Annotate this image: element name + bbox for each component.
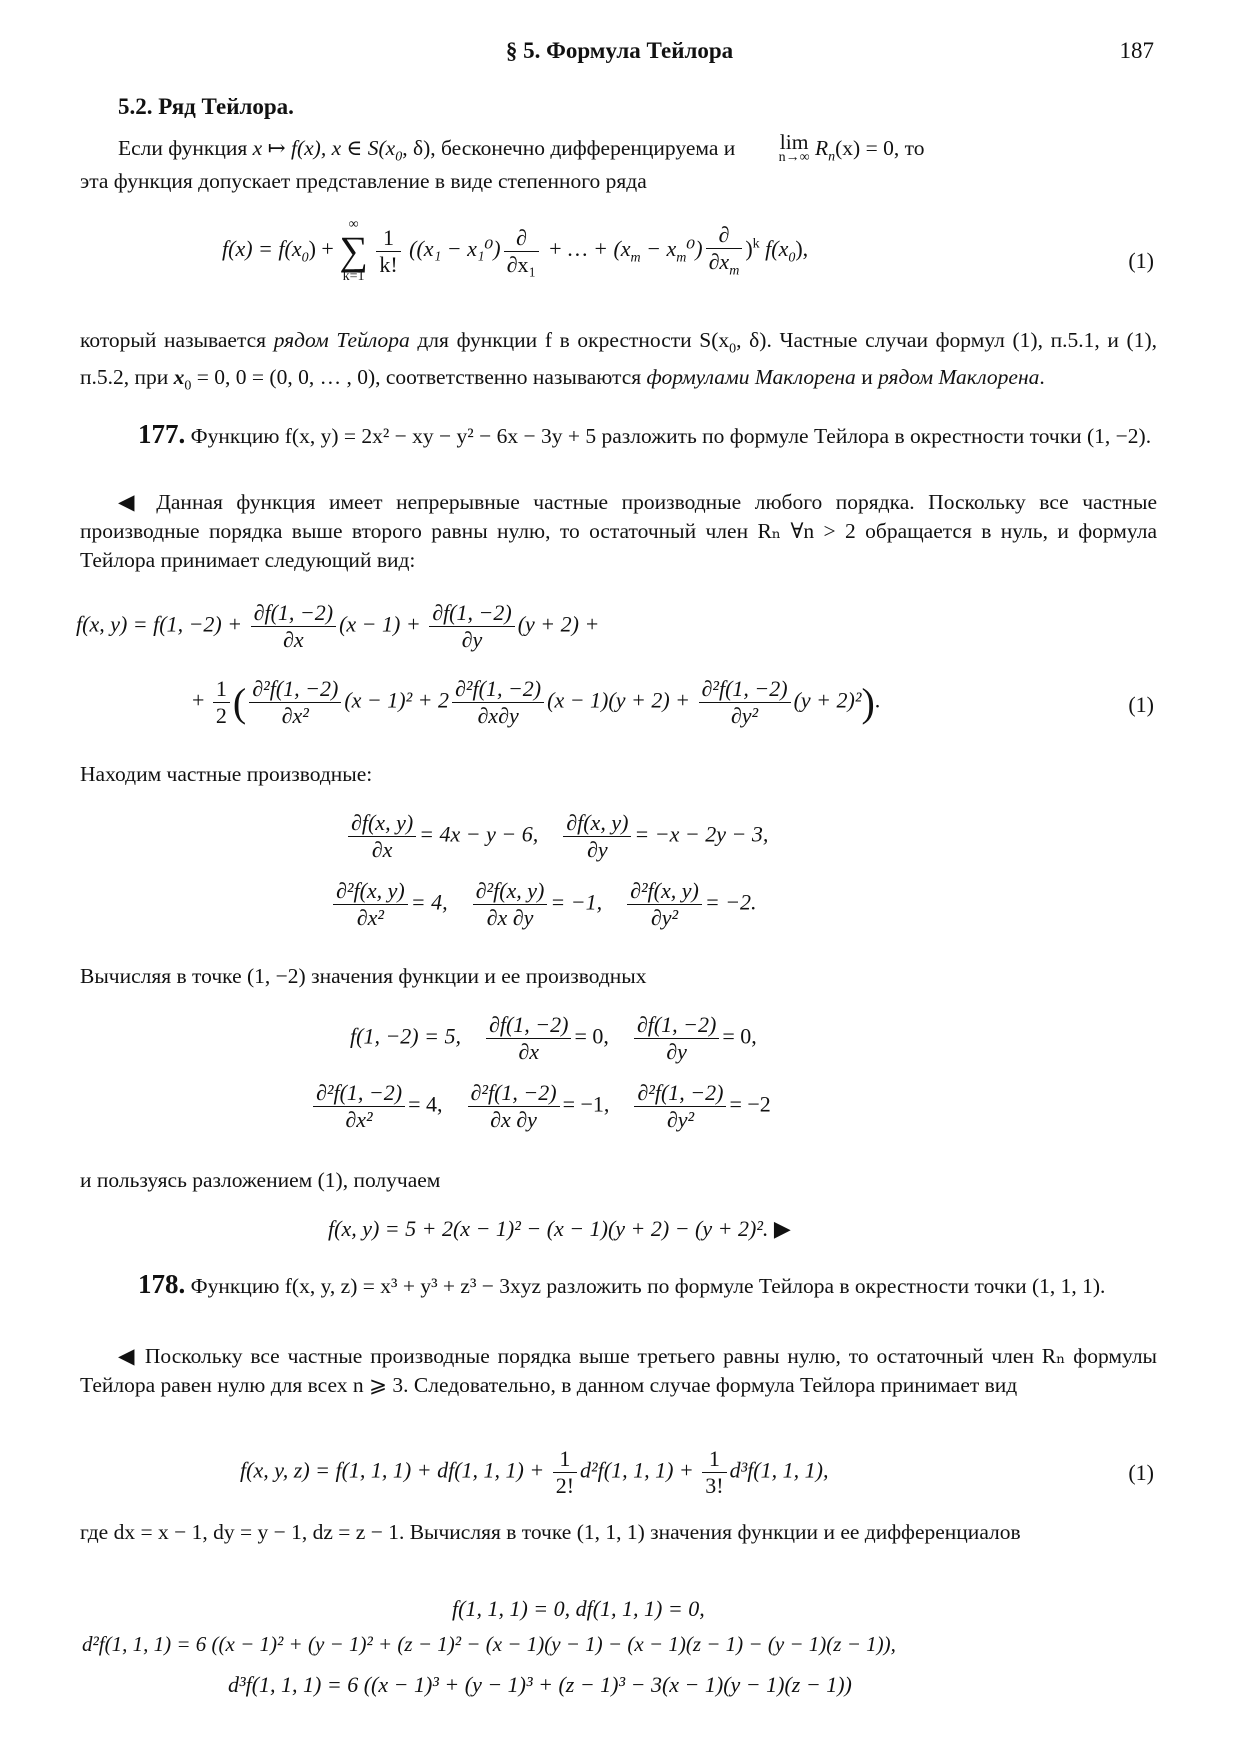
numerator: ∂²f(1, −2)	[468, 1080, 560, 1107]
fraction	[452, 676, 544, 729]
text: для функции f в окрестности S(x	[409, 328, 730, 352]
equation-taylor-two-vars-line1	[76, 600, 599, 653]
sum-sign: ∑	[339, 228, 368, 273]
text: (x) = 0, то	[835, 136, 925, 160]
text: .	[1039, 365, 1045, 390]
problem-177-solution-intro: ◀ Данная функция имеет непрерывные частные производные любого порядка. Поскольку все частные производные порядка выше второго равны нулю, то остаточный член Rₙ ∀n > 2 обращается в нуль, и формула Тейлора принимает следующий вид:	[80, 490, 1157, 572]
text: 0	[301, 250, 309, 266]
text: f(x, y, z) = f(1, 1, 1) + df(1, 1, 1) +	[240, 1457, 545, 1483]
fraction	[249, 676, 341, 729]
text: Функцию f(x, y) = 2x² − xy − y² − 6x − 3y + 5 разложить по формуле Тейлора в окрестности точки (1, −2).	[185, 424, 1152, 448]
text: f(x, y) = 5 + 2(x − 1)² − (x − 1)(y + 2) − (y + 2)². ▶	[328, 1216, 791, 1241]
numerator: 1	[213, 676, 230, 703]
text: + … + (x	[542, 236, 631, 262]
numerator: ∂²f(1, −2)	[699, 676, 791, 703]
equation-number: (1)	[1128, 692, 1154, 717]
fraction	[702, 1446, 726, 1499]
values-first-row	[350, 1012, 757, 1065]
bracket: )	[861, 680, 875, 725]
fraction	[429, 600, 514, 653]
numerator: 1	[553, 1446, 577, 1473]
denominator: ∂x	[371, 837, 393, 862]
fraction	[553, 1446, 577, 1499]
denominator: ∂x	[283, 627, 304, 652]
numerator: ∂²f(1, −2)	[249, 676, 341, 703]
text: +	[192, 687, 205, 713]
text: x	[173, 365, 185, 390]
fraction	[504, 225, 540, 278]
problem-number: 177.	[138, 419, 186, 449]
running-header	[0, 38, 1239, 68]
fraction	[213, 676, 230, 729]
fraction	[699, 676, 791, 729]
denominator: ∂x²	[345, 1107, 373, 1132]
compute-values-text: Вычисляя в точке (1, −2) значения функции и ее производных	[80, 964, 647, 988]
numerator: ∂f(x, y)	[348, 810, 416, 837]
denominator: ∂y	[587, 837, 608, 862]
numerator: ∂	[706, 222, 743, 249]
denominator: ∂x²	[281, 703, 309, 728]
problem-177-statement	[80, 420, 1157, 451]
equation-taylor-series	[222, 218, 808, 284]
text: m	[630, 250, 641, 266]
text: d²f(1, 1, 1) = 6 ((x − 1)² + (y − 1)² + (z − 1)² − (x − 1)(y − 1) − (x − 1)(z − 1) − (y − 1)(z − 1)),	[82, 1632, 896, 1656]
diff-values-3	[228, 1672, 852, 1698]
text: 0	[184, 378, 192, 394]
fraction	[348, 810, 416, 863]
diff-values-0	[452, 1596, 705, 1622]
text: f(x, y) = f(1, −2) +	[76, 611, 243, 637]
lim-sub: n→∞	[778, 150, 810, 165]
text: d²f(1, 1, 1) +	[580, 1457, 694, 1483]
text: = −2	[729, 1091, 771, 1117]
text: R	[815, 136, 829, 160]
numerator: ∂f(1, −2)	[429, 600, 514, 627]
text: = 4,	[408, 1091, 443, 1117]
intro-line2: эта функция допускает представление в виде степенного ряда	[80, 169, 647, 194]
numerator: ∂²f(1, −2)	[634, 1080, 726, 1107]
text: f(1, −2) = 5,	[350, 1023, 461, 1049]
bracket: (	[232, 680, 247, 725]
term-maclaurin-series: рядом Маклорена	[878, 365, 1040, 390]
result-177	[328, 1216, 791, 1242]
taylor-definition-paragraph	[80, 326, 1157, 401]
fraction	[473, 878, 548, 931]
denominator: ∂y	[666, 1039, 687, 1064]
denominator: ∂y	[461, 627, 483, 652]
text: m	[729, 263, 740, 279]
text: который называется	[80, 328, 274, 352]
text: m	[676, 250, 687, 266]
denominator: ∂y²	[666, 1107, 695, 1132]
term-maclaurin-formulas: формулами Маклорена	[646, 365, 856, 390]
numerator: 1	[376, 225, 400, 252]
numerator: ∂f(1, −2)	[634, 1012, 719, 1039]
text: = −x − 2y − 3,	[634, 821, 769, 847]
numerator: ∂²f(1, −2)	[452, 676, 544, 703]
text: Если функция	[118, 136, 253, 160]
fraction	[486, 1012, 571, 1065]
text: = 0,	[574, 1023, 609, 1049]
fraction	[251, 600, 336, 653]
numerator: ∂f(1, −2)	[486, 1012, 571, 1039]
denominator: ∂y²	[730, 703, 759, 728]
text: f(x) = f(x	[222, 236, 302, 262]
numerator: ∂f(x, y)	[563, 810, 631, 837]
text: , δ). Частные случаи формул (1), п.5.1, и (1), п.5.2, при	[80, 328, 1157, 390]
numerator: ∂f(1, −2)	[251, 600, 336, 627]
fraction	[376, 225, 400, 278]
text: k	[752, 236, 760, 252]
text: (x − 1)(y + 2) +	[547, 687, 690, 713]
numerator: 1	[702, 1446, 726, 1473]
sum-top: ∞	[348, 217, 359, 232]
section-title: 5.2. Ряд Тейлора.	[118, 94, 294, 119]
text: ((x₁ − x₁⁰)	[409, 236, 501, 262]
fraction	[706, 222, 743, 279]
text: x ↦ f(x), x ∈ S(x	[252, 136, 396, 160]
find-derivatives-text: Находим частные производные:	[80, 762, 373, 786]
text: Функцию f(x, y, z) = x³ + y³ + z³ − 3xyz разложить по формуле Тейлора в окрестности точки (1, 1, 1).	[185, 1274, 1106, 1298]
equation-number: (1)	[1128, 248, 1154, 273]
denominator: 3!	[705, 1473, 724, 1498]
fraction	[468, 1080, 560, 1133]
partial-derivatives-second	[330, 878, 757, 931]
text: 0	[395, 149, 403, 165]
denominator: ∂y²	[650, 905, 679, 930]
text: ),	[795, 236, 809, 262]
text: )	[745, 236, 753, 262]
denominator: k!	[379, 251, 398, 277]
text: и	[855, 365, 879, 390]
lim-text: lim	[779, 130, 809, 154]
problem-number: 178.	[138, 1269, 186, 1299]
text: n	[828, 149, 836, 165]
text: = 0,	[722, 1023, 757, 1049]
text: ) +	[308, 236, 334, 262]
text: = −1,	[550, 889, 603, 915]
text: f(1, 1, 1) = 0, df(1, 1, 1) = 0,	[452, 1596, 705, 1621]
denominator: ∂x∂y	[477, 703, 519, 728]
values-second-row	[310, 1080, 771, 1133]
text: = 4x − y − 6,	[419, 821, 539, 847]
differentials-text: где dx = x − 1, dy = y − 1, dz = z − 1. Вычисляя в точке (1, 1, 1) значения функции и ее дифференциалов	[80, 1520, 1021, 1544]
sum-symbol	[339, 218, 368, 284]
numerator: ∂²f(x, y)	[473, 878, 548, 905]
text: = −1,	[562, 1091, 610, 1117]
denominator: ∂x	[518, 1039, 540, 1064]
fraction	[627, 878, 702, 931]
text: = 4,	[410, 889, 448, 915]
text: 0	[788, 250, 796, 266]
fraction	[313, 1080, 405, 1133]
denominator: 2	[215, 703, 227, 728]
text: ∂x	[708, 249, 730, 275]
text: , δ), бесконечно дифференцируема и	[402, 136, 741, 160]
denominator: ∂x ∂y	[490, 1107, 537, 1132]
header-title: § 5. Формула Тейлора	[505, 38, 734, 63]
text: = −2.	[704, 889, 757, 915]
problem-178-solution-intro: ◀ Поскольку все частные производные порядка выше третьего равны нулю, то остаточный член Rₙ формулы Тейлора равен нулю для всех n ⩾ 3. Следовательно, в данном случае формула Тейлора принимает вид	[80, 1344, 1157, 1397]
equation-number: (1)	[1128, 1460, 1154, 1485]
fraction	[634, 1080, 726, 1133]
text: f(x	[759, 236, 789, 262]
denominator: ∂x₁	[506, 251, 537, 277]
equation-taylor-two-vars-line2: + $\frac{1}{2}$ ( $\frac{\text{∂²f(1, −2)}}{\text{∂x²}}$ (x − 1)² + 2 $\frac{\text{∂²f(1, −2)}}{\partial x\partial y}$ (x − 1)(y + 2) + $\frac{\text{∂²f(1, −2)}}{\text{∂y²}}$ (y + 2)²).	[192, 676, 881, 728]
diff-values-2	[82, 1632, 896, 1657]
fraction	[634, 1012, 719, 1065]
text: 0	[729, 341, 737, 357]
denominator	[706, 249, 743, 279]
intro-paragraph	[80, 130, 1157, 196]
problem-178-statement	[80, 1270, 1157, 1301]
text: (y + 2)²	[793, 687, 862, 713]
text: ⁰)	[686, 236, 703, 262]
partial-derivatives-first	[345, 810, 768, 863]
denominator: 2!	[555, 1473, 575, 1498]
text: d³f(1, 1, 1) = 6 ((x − 1)³ + (y − 1)³ + (z − 1)³ − 3(x − 1)(y − 1)(z − 1))	[228, 1672, 852, 1697]
text: (x − 1)² + 2	[344, 687, 450, 713]
denominator: ∂x²	[356, 905, 384, 930]
numerator: ∂²f(1, −2)	[313, 1080, 405, 1107]
equation-taylor-three-vars	[240, 1446, 828, 1499]
text: (x − 1) +	[339, 611, 421, 637]
text: (y + 2) +	[517, 611, 600, 637]
fraction	[563, 810, 631, 863]
fraction	[333, 878, 408, 931]
text: d³f(1, 1, 1),	[729, 1457, 829, 1483]
numerator: ∂²f(x, y)	[333, 878, 408, 905]
denominator: ∂x ∂y	[486, 905, 534, 930]
using-expansion-text: и пользуясь разложением (1), получаем	[80, 1168, 441, 1192]
text: − x	[640, 236, 677, 262]
term-taylor-series: рядом Тейлора	[273, 328, 410, 352]
text: = 0, 0 = (0, 0, … , 0), соответственно называются	[191, 365, 647, 390]
numerator: ∂²f(x, y)	[627, 878, 702, 905]
numerator: ∂	[504, 225, 540, 252]
sum-bottom: k=1	[342, 269, 365, 284]
page-number: 187	[1119, 38, 1154, 63]
limit	[741, 130, 810, 166]
